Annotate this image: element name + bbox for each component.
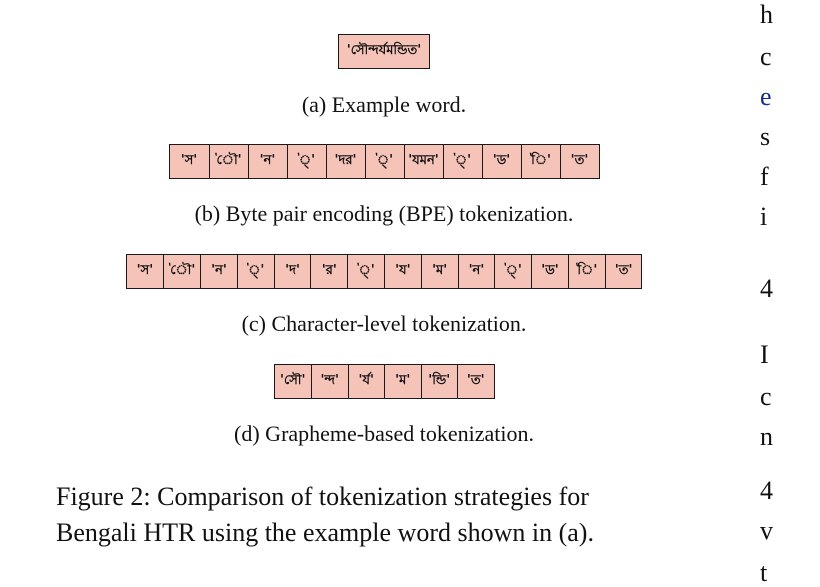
right-fragment: c — [760, 382, 772, 411]
grapheme-token: 'ত' — [457, 365, 494, 398]
caption-b: (b) Byte pair encoding (BPE) tokenization. — [194, 201, 574, 226]
char-token: 'ত' — [605, 255, 642, 288]
bpe-token: '্' — [365, 145, 404, 178]
bpe-token: 'ন' — [248, 145, 287, 178]
char-token-row — [0, 254, 768, 289]
right-fragment: h — [760, 0, 773, 29]
grapheme-token: 'ম' — [384, 365, 421, 398]
char-token: '্' — [494, 255, 531, 288]
right-fragment: i — [760, 202, 768, 231]
char-token: 'ড' — [531, 255, 568, 288]
right-fragment: t — [760, 558, 768, 587]
char-token: 'ন' — [458, 255, 495, 288]
right-fragment-link[interactable]: e — [760, 82, 772, 111]
char-token: 'য' — [384, 255, 421, 288]
char-token: 'ৌ' — [163, 255, 200, 288]
char-token-box — [126, 254, 643, 289]
right-fragment: f — [760, 162, 769, 191]
caption-c: (c) Character-level tokenization. — [241, 311, 527, 336]
bpe-token: 'ৌ' — [209, 145, 248, 178]
grapheme-token: 'র্য' — [348, 365, 385, 398]
right-fragment: s — [760, 122, 771, 151]
grapheme-token: 'ন্ডি' — [421, 365, 458, 398]
caption-d: (d) Grapheme-based tokenization. — [234, 421, 534, 446]
char-token: '্' — [237, 255, 274, 288]
char-token: 'স' — [136, 263, 154, 278]
right-fragment: 4 — [760, 476, 773, 505]
bpe-token: 'দর' — [326, 145, 365, 178]
bpe-token: 'স' — [180, 153, 198, 168]
char-token: 'দ' — [274, 255, 311, 288]
bpe-token: 'ড' — [482, 145, 521, 178]
example-word-token: 'সৌন্দর্যমন্ডিত' — [346, 43, 422, 58]
bpe-token-row — [0, 144, 768, 179]
bpe-token: 'ি' — [521, 145, 560, 178]
char-token: 'ম' — [421, 255, 458, 288]
char-token: 'ন' — [200, 255, 237, 288]
example-word-row — [0, 34, 768, 69]
grapheme-token-box — [274, 364, 495, 399]
grapheme-token: 'সৌ' — [279, 373, 306, 388]
figure-caption-line-1: Figure 2: Comparison of tokenization strategies for — [56, 482, 589, 511]
right-fragment: I — [760, 340, 769, 369]
right-fragment: v — [760, 516, 773, 545]
bpe-token: '্' — [287, 145, 326, 178]
char-token: '্' — [347, 255, 384, 288]
bpe-token: 'যমন' — [404, 145, 443, 178]
grapheme-token: 'ন্দ' — [311, 365, 348, 398]
bpe-token: 'ত' — [560, 145, 599, 178]
example-word-box — [338, 34, 431, 69]
bpe-token-box — [169, 144, 600, 179]
bpe-token: '্' — [443, 145, 482, 178]
right-fragment: c — [760, 42, 772, 71]
caption-a: (a) Example word. — [301, 92, 467, 117]
grapheme-token-row — [0, 364, 768, 399]
char-token: 'র' — [310, 255, 347, 288]
figure-caption-line-2: Bengali HTR using the example word shown in (a). — [56, 518, 594, 547]
char-token: 'ি' — [568, 255, 605, 288]
right-fragment: n — [760, 422, 773, 451]
right-fragment: 4 — [760, 274, 773, 303]
